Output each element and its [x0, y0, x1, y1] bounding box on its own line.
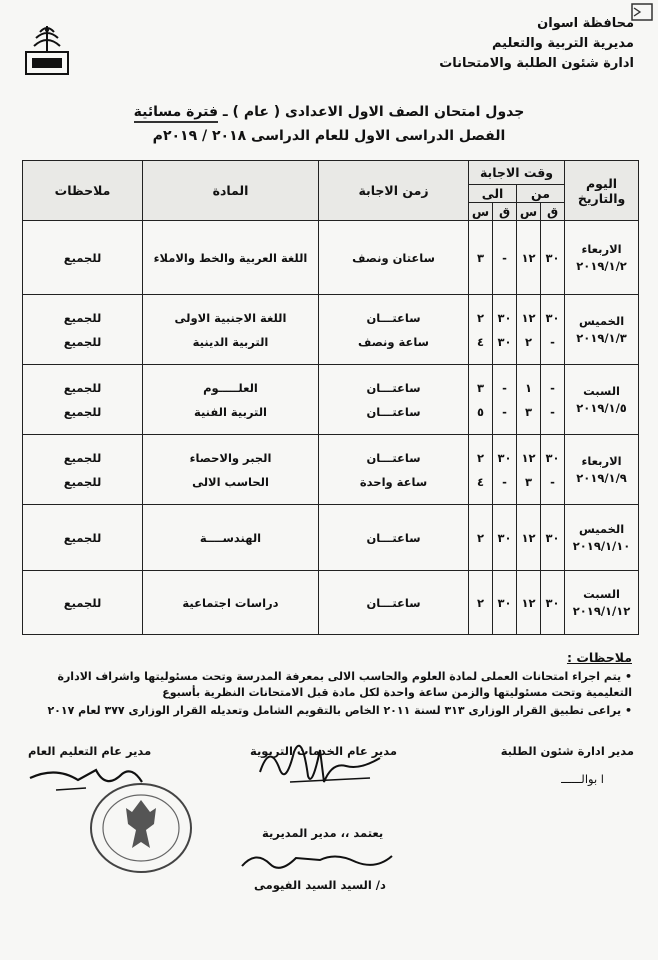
subject-cell: العلـــــوم التربية الفنية [143, 365, 319, 435]
to-q-cell: ٣٠ [493, 571, 517, 635]
schedule-title [0, 104, 658, 120]
day-date: ٢٠١٩/١/١٢ [572, 603, 631, 618]
day-name: الخميس [578, 521, 625, 536]
notes-title: ملاحظات : [566, 650, 632, 665]
day-name: الخميس [578, 313, 625, 328]
note-cell: للجميع للجميع [23, 365, 143, 435]
header-day: اليوم والتاريخ [565, 161, 639, 221]
header-answer-time: وقت الاجابة [469, 161, 565, 185]
duration-cell: ساعتـــان [319, 571, 469, 635]
day-cell [565, 571, 639, 635]
to-s-cell: ٢ ٤ [469, 435, 493, 505]
duration-cell: ساعتـــان [319, 505, 469, 571]
day-name: السبت [583, 586, 620, 601]
header-to-s: س [469, 203, 493, 221]
day-date: ٢٠١٩/١/٥ [576, 400, 627, 415]
day-date: ٢٠١٩/١/١٠ [572, 538, 631, 553]
note-item: • يراعى تطبيق القرار الوزارى ٣١٣ لسنة ٢٠١١ الخاص بالتقويم الشامل وتعديله القرار الوزارى ٣٧٧ لعام ٢٠١٧ [47, 704, 632, 717]
schedule-title-main: جدول امتحان الصف الاول الاعدادى ( عام ) ـ [222, 104, 525, 120]
from-s-cell: ١٢ ٢ [517, 295, 541, 365]
subject-cell: الجبر والاحصاء الحاسب الالى [143, 435, 319, 505]
from-s-cell: ١٢ [517, 505, 541, 571]
duration-cell: ساعتـــان ساعة ونصف [319, 295, 469, 365]
notes-section [22, 650, 632, 719]
note-cell: للجميع للجميع [23, 295, 143, 365]
department-name: ادارة شئون الطلبة والامتحانات [439, 56, 634, 71]
directorate-name: مديرية التربية والتعليم [491, 36, 634, 51]
governorate-name: محافظة اسوان [537, 16, 634, 31]
subject-cell: الهندســــة [143, 505, 319, 571]
day-cell [565, 365, 639, 435]
from-s-cell: ١٢ [517, 571, 541, 635]
to-q-cell: ٣٠ ٣٠ [493, 295, 517, 365]
from-q-cell: ٣٠ - [541, 295, 565, 365]
day-name: الاربعاء [581, 241, 622, 256]
day-date: ٢٠١٩/١/٩ [576, 470, 627, 485]
note-cell: للجميع [23, 571, 143, 635]
from-q-cell: ٣٠ - [541, 435, 565, 505]
to-s-cell: ٣ [469, 221, 493, 295]
approval-title: يعتمد ،، مدير المديرية [262, 826, 384, 840]
director-name: د/ السيد السيد الفيومى [254, 878, 386, 892]
from-s-cell: ١ ٣ [517, 365, 541, 435]
note-cell: للجميع [23, 221, 143, 295]
header-duration: زمن الاجابة [319, 161, 469, 221]
header-to: الى [469, 185, 517, 203]
general-services-signature-icon [250, 732, 390, 792]
semester-subtitle: الفصل الدراسى الاول للعام الدراسى ٢٠١٨ / ٢٠١٩م [152, 128, 506, 144]
table-row [23, 221, 639, 295]
subject-cell: اللغة العربية والخط والاملاء [143, 221, 319, 295]
duration-cell: ساعتان ونصف [319, 221, 469, 295]
header-to-q: ق [493, 203, 517, 221]
from-q-cell: ٣٠ [541, 221, 565, 295]
from-q-cell: ٣٠ [541, 571, 565, 635]
day-cell [565, 295, 639, 365]
from-q-cell: - - [541, 365, 565, 435]
table-row [23, 435, 639, 505]
general-education-title: مدير عام التعليم العام [28, 744, 152, 758]
to-q-cell: ٣٠ [493, 505, 517, 571]
table-row [23, 295, 639, 365]
aswan-logo-icon [18, 22, 76, 80]
to-s-cell: ٢ [469, 505, 493, 571]
session-label: فترة مسائية [134, 104, 218, 123]
header-notes: ملاحظات [23, 161, 143, 221]
table-row [23, 365, 639, 435]
day-cell [565, 221, 639, 295]
header-from-q: ق [541, 203, 565, 221]
header-block [394, 14, 634, 74]
to-q-cell: ٣٠ - [493, 435, 517, 505]
day-name: الاربعاء [581, 453, 622, 468]
note-cell: للجميع [23, 505, 143, 571]
from-s-cell: ١٢ ٣ [517, 435, 541, 505]
from-s-cell: ١٢ [517, 221, 541, 295]
duration-cell: ساعتـــان ساعة واحدة [319, 435, 469, 505]
day-cell [565, 505, 639, 571]
note-item: • يتم اجراء امتحانات العملى لمادة العلوم والحاسب الالى بمعرفة المدرسة وتحت مسئوليتها واشراف الادارة التعليمية وتحت مسئوليتها والزمن ساعة واحدة لكل مادة قبل الامتحانات النظرية بأسبوع [57, 670, 632, 699]
note-cell: للجميع للجميع [23, 435, 143, 505]
general-services-title: مدير عام الخدمات التربوية [250, 744, 397, 758]
to-s-cell: ٢ ٤ [469, 295, 493, 365]
header-subject: المادة [143, 161, 319, 221]
to-q-cell: - [493, 221, 517, 295]
day-cell [565, 435, 639, 505]
director-signature-icon [236, 846, 396, 878]
duration-cell: ساعتـــان ساعتـــان [319, 365, 469, 435]
header-from: من [517, 185, 565, 203]
day-date: ٢٠١٩/١/٢ [576, 258, 627, 273]
table-row [23, 571, 639, 635]
subject-cell: دراسات اجتماعية [143, 571, 319, 635]
day-name: السبت [583, 383, 620, 398]
to-s-cell: ٢ [469, 571, 493, 635]
exam-schedule-table [22, 160, 639, 635]
students-affairs-title: مدير ادارة شئون الطلبة [500, 744, 634, 758]
to-s-cell: ٣ ٥ [469, 365, 493, 435]
students-affairs-signature: ا بوالــــــ [561, 772, 604, 786]
official-seal-icon [86, 778, 196, 878]
day-date: ٢٠١٩/١/٣ [576, 330, 627, 345]
subject-cell: اللغة الاجنبية الاولى التربية الدينية [143, 295, 319, 365]
to-q-cell: - - [493, 365, 517, 435]
from-q-cell: ٣٠ [541, 505, 565, 571]
table-row [23, 505, 639, 571]
header-from-s: س [517, 203, 541, 221]
